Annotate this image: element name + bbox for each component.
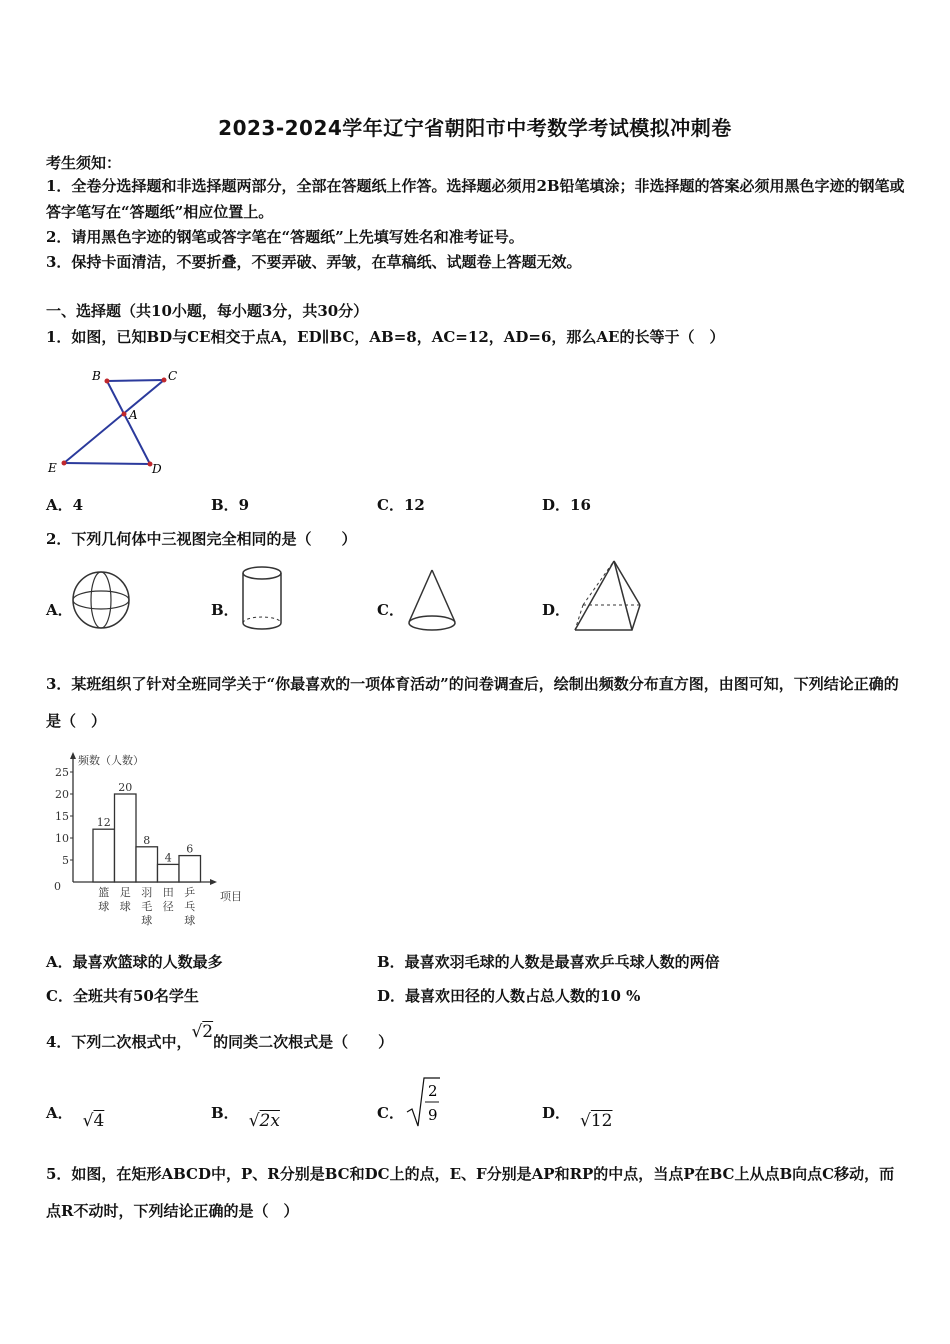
chart-category-label: 羽 — [141, 886, 153, 899]
q1-figure — [40, 362, 190, 478]
q2-option-c[interactable]: C． — [377, 601, 404, 619]
q5-stem: 5．如图，在矩形ABCD中，P、R分别是BC和DC上的点，E、F分别是AP和RP的中点，当点P在BC上从点B向点C移动，而点R不动时，下列结论正确的是（ ） — [46, 1165, 895, 1220]
chart-bar — [158, 864, 180, 882]
q1-option-c[interactable]: C．12 — [377, 496, 425, 514]
q4-stem-before: 4．下列二次根式中， — [46, 1033, 192, 1051]
q4-stem-after: 的同类二次根式是（ ） — [213, 1033, 394, 1051]
notice-item-2: 2．请用黑色字迹的钢笔或答字笔在“答题纸”上先填写姓名和准考证号。 — [46, 228, 524, 246]
q2-option-b[interactable]: B． — [211, 601, 239, 619]
q3-option-a[interactable]: A．最喜欢篮球的人数最多 — [46, 953, 223, 971]
q4-option-a-label: A． — [46, 1104, 73, 1122]
chart-y-tick-label: 25 — [55, 766, 69, 779]
point-label-c: C — [168, 369, 178, 383]
chart-bar — [179, 856, 201, 882]
chart-category-label: 球 — [184, 914, 196, 927]
chart-category-label: 球 — [119, 900, 131, 913]
q4-option-d-radicand: 12 — [590, 1111, 613, 1131]
chart-bar — [136, 847, 158, 882]
q4-option-c-sqrt — [404, 1074, 444, 1132]
q4-option-a[interactable] — [46, 1102, 105, 1131]
q4-option-c-den: 9 — [428, 1106, 438, 1124]
cylinder-icon — [238, 564, 286, 634]
q1-option-d[interactable]: D．16 — [542, 496, 591, 514]
chart-category-label: 球 — [98, 900, 110, 913]
q3-option-c[interactable]: C．全班共有50名学生 — [46, 987, 199, 1005]
sphere-icon — [70, 568, 132, 634]
q4-option-b[interactable] — [211, 1102, 280, 1131]
chart-category-label: 乓 — [184, 900, 196, 913]
chart-y-tick-label: 10 — [55, 832, 69, 845]
chart-y-tick-label: 20 — [55, 788, 69, 801]
chart-category-label: 毛 — [141, 900, 153, 913]
point-label-e: E — [48, 461, 57, 475]
q1-stem: 1．如图，已知BD与CE相交于点A，ED∥BC，AB=8，AC=12，AD=6，那么AE的长等于（ ） — [46, 328, 725, 346]
chart-category-label: 足 — [119, 886, 131, 899]
q4-option-d-sqrt: √12 — [580, 1111, 613, 1131]
histogram-chart — [40, 744, 260, 936]
q4-option-c-label: C． — [377, 1104, 404, 1122]
chart-y-axis-arrow — [70, 752, 76, 759]
q1-option-b[interactable]: B．9 — [211, 496, 250, 514]
q4-option-a-radicand: 4 — [93, 1111, 105, 1131]
chart-y-tick-label: 0 — [54, 880, 61, 893]
q3-option-b[interactable]: B．最喜欢羽毛球的人数是最喜欢乒乓球人数的两倍 — [377, 953, 720, 971]
chart-category-label: 球 — [141, 914, 153, 927]
q2-option-a[interactable]: A． — [46, 601, 73, 619]
pyramid-icon — [570, 558, 644, 636]
chart-data-label: 12 — [96, 816, 111, 830]
q4-option-b-sqrt: √2x — [248, 1111, 280, 1131]
q4-option-d-label: D． — [542, 1104, 571, 1122]
q4-stem-radicand: 2 — [202, 1022, 214, 1042]
q1-option-a[interactable]: A．4 — [46, 496, 84, 514]
chart-data-label: 8 — [143, 833, 151, 847]
chart-category-label: 田 — [162, 886, 174, 899]
chart-bar — [93, 829, 115, 882]
q2-option-d[interactable]: D． — [542, 601, 571, 619]
q4-option-c-num: 2 — [428, 1082, 438, 1100]
chart-y-tick-label: 15 — [55, 810, 69, 823]
q3-stem: 3．某班组织了针对全班同学关于“你最喜欢的一项体育活动”的问卷调查后，绘制出频数分布直方图，由图可知，下列结论正确的是（ ） — [46, 675, 899, 730]
q4-option-b-label: B． — [211, 1104, 239, 1122]
chart-ylabel: 频数（人数） — [78, 754, 144, 767]
q3-option-d[interactable]: D．最喜欢田径的人数占总人数的10 % — [377, 987, 641, 1005]
notice-heading: 考生须知： — [46, 154, 122, 172]
q2-stem: 2．下列几何体中三视图完全相同的是（ ） — [46, 530, 357, 548]
q4-option-d[interactable] — [542, 1102, 613, 1131]
chart-bar — [115, 794, 137, 882]
q4-stem — [46, 1022, 394, 1052]
chart-xlabel: 项目 — [220, 890, 242, 903]
page-title: 2023-2024学年辽宁省朝阳市中考数学考试模拟冲刺卷 — [218, 116, 732, 140]
chart-category-label: 乒 — [184, 886, 196, 899]
q4-option-b-radicand: 2x — [259, 1111, 280, 1131]
cone-icon — [404, 566, 460, 634]
chart-category-label: 径 — [162, 900, 174, 913]
point-label-d: D — [152, 462, 162, 476]
chart-x-axis-arrow — [210, 879, 217, 885]
section-heading: 一、选择题（共10小题，每小题3分，共30分） — [46, 302, 369, 320]
chart-data-label: 20 — [118, 781, 133, 794]
q4-stem-sqrt: √2 — [191, 1022, 214, 1042]
q4-option-c[interactable] — [377, 1102, 404, 1123]
point-label-b: B — [92, 369, 101, 383]
q4-option-a-sqrt: √4 — [82, 1111, 105, 1131]
chart-data-label: 4 — [164, 851, 172, 865]
point-label-a: A — [129, 408, 138, 422]
chart-category-label: 篮 — [98, 886, 110, 899]
chart-data-label: 6 — [186, 842, 194, 856]
notice-item-3: 3．保持卡面清洁，不要折叠，不要弄破、弄皱，在草稿纸、试题卷上答题无效。 — [46, 253, 582, 271]
chart-y-tick-label: 5 — [62, 854, 69, 867]
notice-item-1: 1．全卷分选择题和非选择题两部分，全部在答题纸上作答。选择题必须用2B铅笔填涂；非选择题的答案必须用黑色字迹的钢笔或答字笔写在“答题纸”相应位置上。 — [46, 177, 905, 221]
